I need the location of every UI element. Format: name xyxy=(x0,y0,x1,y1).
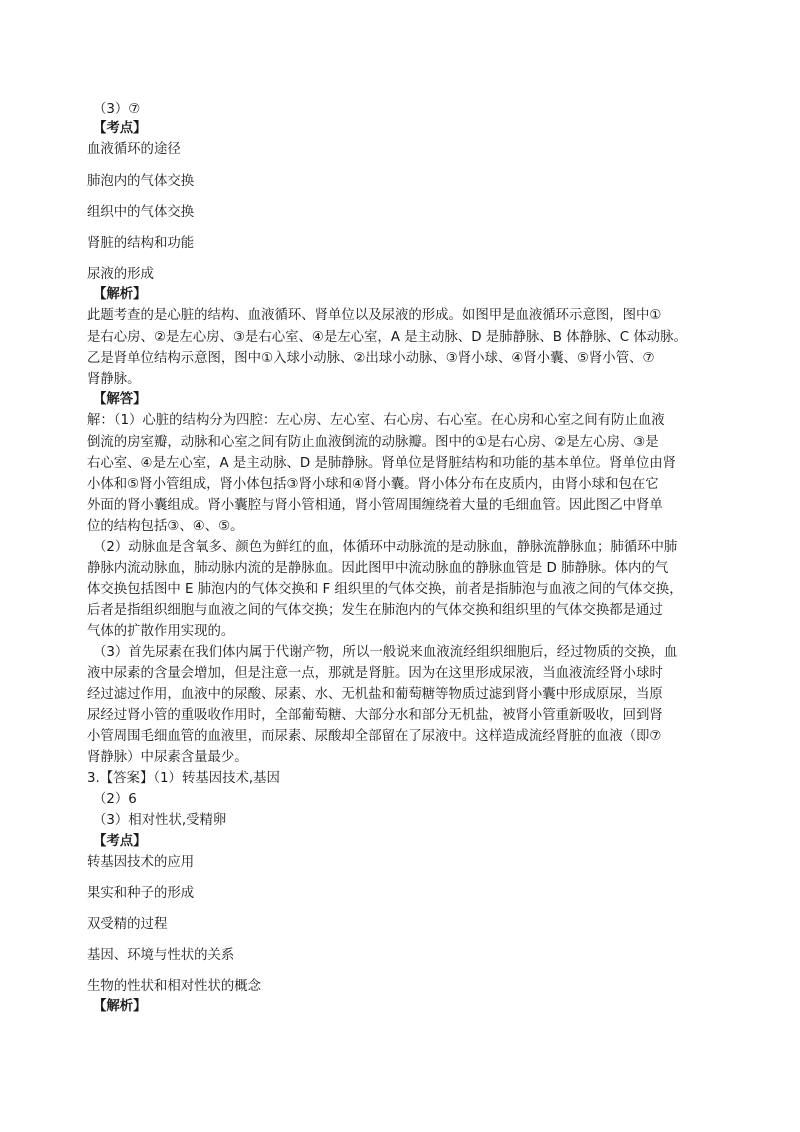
solution-line: 体交换包括图中 E 肺泡内的气体交换和 F 组织里的气体交换，前者是指肺泡与血液之间的气体交换， xyxy=(87,582,683,597)
topic-item: 肾脏的结构和功能 xyxy=(87,236,195,251)
solution-line: 小体和⑤肾小管组成，肾小体包括③肾小球和④肾小囊。肾小体分布在皮质内，由肾小球和包在它 xyxy=(87,477,659,492)
heading-jiexi: 【解析】 xyxy=(93,999,147,1014)
solution-line: 倒流的房室瓣，动脉和心室之间有防止血液倒流的动脉瓣。图中的①是右心房、②是左心房、③是 xyxy=(87,435,659,450)
topic-item: 生物的性状和相对性状的概念 xyxy=(87,979,262,994)
answer-part-2: （2）6 xyxy=(93,792,137,807)
answer-part-3: （3）⑦ xyxy=(93,102,141,117)
topic-item: 双受精的过程 xyxy=(87,917,168,932)
analysis-line: 是右心房、②是左心房、③是右心室、④是左心室，A 是主动脉、D 是肺静脉、B 体静脉、C 体动脉。 xyxy=(87,330,687,345)
solution-line: 解：（1）心脏的结构分为四腔：左心房、左心室、右心房、右心室。在心房和心室之间有防止血液 xyxy=(87,413,665,428)
topic-item: 尿液的形成 xyxy=(87,267,154,282)
solution-line: （2）动脉血是含氧多、颜色为鲜红的血，体循环中动脉流的是动脉血，静脉流静脉血；肺循环中肺 xyxy=(93,540,678,555)
solution-line: 后者是指组织细胞与血液之间的气体交换；发生在肺泡内的气体交换和组织里的气体交换都是通过 xyxy=(87,603,663,618)
solution-line: 小管周围毛细血管的血液里，而尿素、尿酸却全部留在了尿液中。这样造成流经肾脏的血液（即⑦ xyxy=(87,729,662,744)
analysis-line: 肾静脉。 xyxy=(87,372,141,387)
solution-line: 外面的肾小囊组成。肾小囊腔与肾小管相通，肾小管周围缠绕着大量的毛细血管。因此图乙中肾单 xyxy=(87,498,663,513)
topic-item: 基因、环境与性状的关系 xyxy=(87,948,235,963)
analysis-line: 此题考查的是心脏的结构、血液循环、肾单位以及尿液的形成。如图甲是血液循环示意图，图中① xyxy=(87,308,662,323)
question-3-answer: 3.【答案】（1）转基因技术,基因 xyxy=(87,771,280,786)
topic-item: 肺泡内的气体交换 xyxy=(87,174,195,189)
heading-jiexi: 【解析】 xyxy=(93,287,147,302)
heading-kaodian: 【考点】 xyxy=(93,121,147,136)
solution-line: 尿经过肾小管的重吸收作用时，全部葡萄糖、大部分水和部分无机盐，被肾小管重新吸收，回到肾 xyxy=(87,708,663,723)
solution-line: （3）首先尿素在我们体内属于代谢产物，所以一般说来血液流经组织细胞后，经过物质的交换，血 xyxy=(93,645,678,660)
answer-part-3: （3）相对性状,受精卵 xyxy=(93,813,227,828)
solution-line: 位的结构包括③、④、⑤。 xyxy=(87,519,244,534)
solution-line: 肾静脉）中尿素含量最少。 xyxy=(87,750,248,765)
heading-kaodian: 【考点】 xyxy=(93,834,147,849)
solution-line: 经过滤过作用，血液中的尿酸、尿素、水、无机盐和葡萄糖等物质过滤到肾小囊中形成原尿，当原 xyxy=(87,687,663,702)
solution-line: 液中尿素的含量会增加，但是注意一点，那就是肾脏。因为在这里形成尿液，当血液流经肾小球时 xyxy=(87,666,663,681)
solution-line: 右心室、④是左心室，A 是主动脉、D 是肺静脉。肾单位是肾脏结构和功能的基本单位。肾单位由肾 xyxy=(87,456,677,471)
topic-item: 血液循环的途径 xyxy=(87,142,181,157)
analysis-line: 乙是肾单位结构示意图，图中①入球小动脉、②出球小动脉、③肾小球、④肾小囊、⑤肾小管、⑦ xyxy=(87,351,655,366)
topic-item: 果实和种子的形成 xyxy=(87,886,195,901)
heading-jieda: 【解答】 xyxy=(93,392,147,407)
topic-item: 组织中的气体交换 xyxy=(87,205,195,220)
solution-line: 静脉内流动脉血，肺动脉内流的是静脉血。因此图甲中流动脉血的静脉血管是 D 肺静脉。体内的气 xyxy=(87,561,669,576)
topic-item: 转基因技术的应用 xyxy=(87,855,195,870)
solution-line: 气体的扩散作用实现的。 xyxy=(87,624,235,639)
